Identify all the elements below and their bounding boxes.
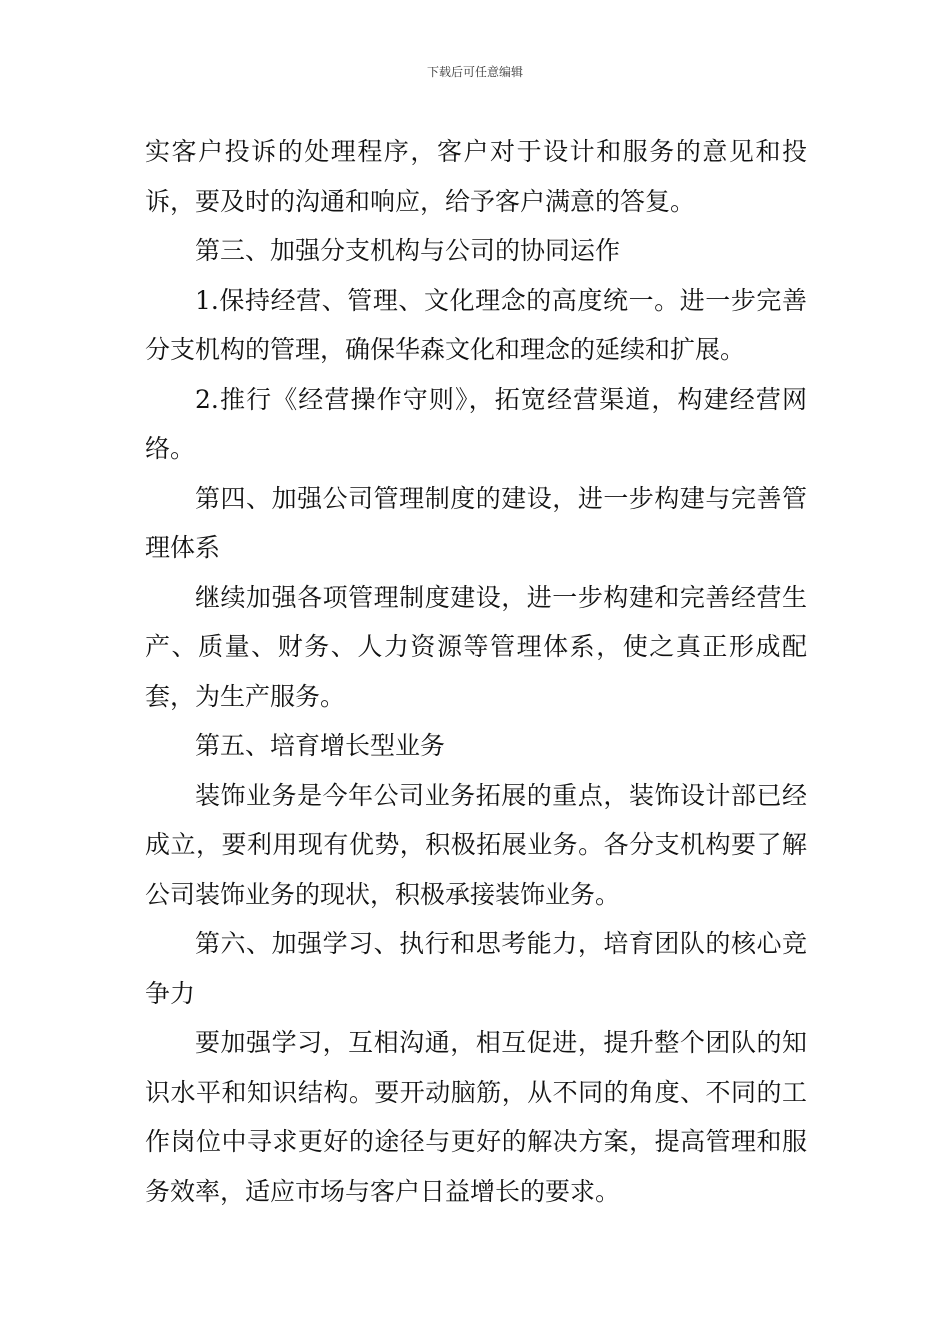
- paragraph-section-6: 要加强学习，互相沟通，相互促进，提升整个团队的知识水平和知识结构。要开动脑筋，从不同的角度、不同的工作岗位中寻求更好的途径与更好的解决方案，提高管理和服务效率，适应市场与客户日益增长的要求。: [145, 1028, 807, 1206]
- list-item-1: 1.保持经营、管理、文化理念的高度统一。进一步完善分支机构的管理，确保华森文化和理念的延续和扩展。: [145, 285, 807, 364]
- page-header-note: 下载后可任意编辑: [426, 65, 523, 79]
- paragraph-section-5: 装饰业务是今年公司业务拓展的重点，装饰设计部已经成立，要利用现有优势，积极拓展业务。各分支机构要了解公司装饰业务的现状，积极承接装饰业务。: [145, 780, 807, 909]
- paragraph-continuation: 实客户投诉的处理程序，客户对于设计和服务的意见和投诉，要及时的沟通和响应，给予客户满意的答复。: [145, 137, 807, 216]
- section-heading-4: 第四、加强公司管理制度的建设，进一步构建与完善管理体系: [145, 483, 807, 562]
- document-body: [145, 127, 807, 1216]
- paragraph-section-4: 继续加强各项管理制度建设，进一步构建和完善经营生产、质量、财务、人力资源等管理体系，使之真正形成配套，为生产服务。: [145, 582, 807, 711]
- section-heading-5: 第五、培育增长型业务: [195, 731, 446, 760]
- list-item-2: 2.推行《经营操作守则》，拓宽经营渠道，构建经营网络。: [145, 384, 807, 463]
- section-heading-3: 第三、加强分支机构与公司的协同运作: [195, 236, 621, 265]
- section-heading-6: 第六、加强学习、执行和思考能力，培育团队的核心竞争力: [145, 929, 807, 1008]
